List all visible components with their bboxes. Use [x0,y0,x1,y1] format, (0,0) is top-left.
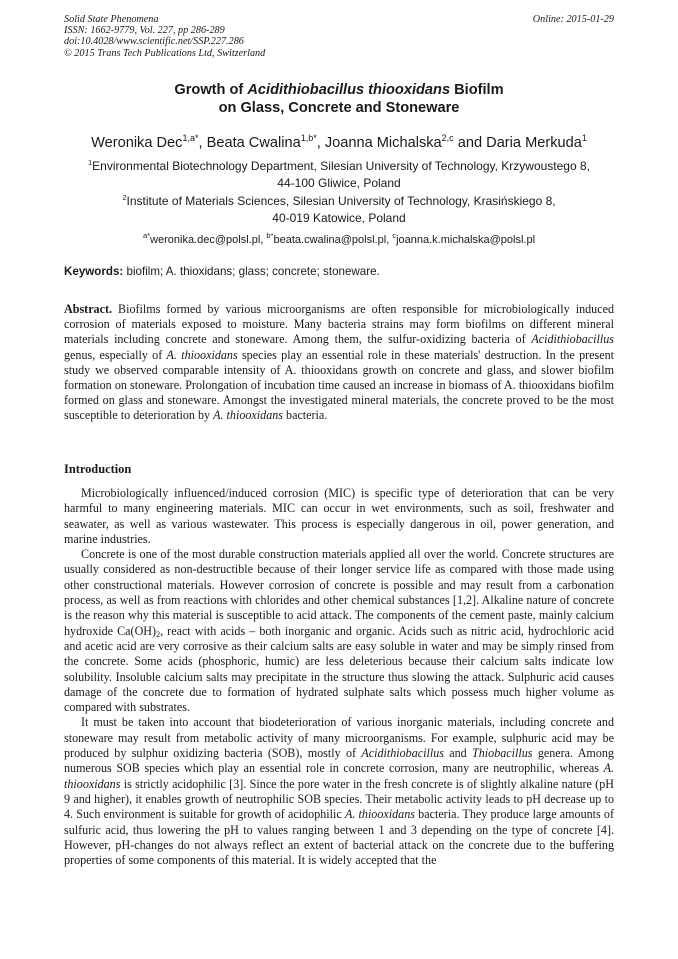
author-separator: , [316,135,325,151]
paper-title [64,81,614,117]
email-separator: , [260,234,267,246]
doi-line: doi:10.4028/www.scientific.net/SSP.227.286 [64,36,244,48]
abstract-text: Biofilms formed by various microorganisms are often responsible for microbiologically induced corrosion of materials exposed to moisture. Many bacteria strains may form biofilms on different mineral materials including concrete and stoneware. Among them, the sulfur-oxidizing bacteria of [64,302,614,347]
author-name: Weronika Dec [91,135,183,151]
paragraph-italic: A. thiooxidans [64,761,614,791]
paragraph-italic: A. thiooxidans [344,807,415,822]
affiliation-line: Institute of Materials Sciences, Silesian University of Technology, Krasińskiego 8, [126,194,556,208]
abstract-text: bacteria. [283,408,328,423]
affiliation-line: 44-100 Gliwice, Poland [277,175,401,190]
paragraph [64,547,614,715]
introduction-body [64,486,614,868]
affiliation-sup: 2 [122,193,127,202]
journal-name: Solid State Phenomena [64,14,159,25]
keywords-text: biofilm; A. thioxidans; glass; concrete; stoneware. [123,265,380,278]
abstract-italic: Acidithiobacillus [531,332,614,347]
abstract-italic: A. thiooxidans [166,347,238,362]
paragraph-text: Concrete is one of the most durable construction materials applied all over the world. Concrete structures are usually considered as non-destructible because of their longer service life as compared with those made using other constructional materials. However corrosion of concrete is possible and may result from a carbonation process, as well as from reactions with chlorides and other chemical substances [1,2]. Alkaline nature of concrete is the reason why this material is susceptible to acid attack. The components of the cement paste, mainly calcium hydroxide Ca(OH) [64,547,614,638]
author-affil-sup: 1,a* [182,133,199,143]
email-sup: a* [142,231,151,240]
author-separator: , [198,135,207,151]
email-separator: , [386,234,393,246]
paragraph-text: genera. Among numerous SOB species which play an essential role in concrete corrosion, many are neutrophilic, whereas [64,746,614,776]
email-link[interactable]: beata.cwalina@polsl.pl [273,234,387,246]
author-affil-sup: 2,c [441,133,454,143]
affiliation-line: Environmental Biotechnology Department, Silesian University of Technology, Krzywoustego 8, [92,159,590,173]
paragraph: Microbiologically influenced/induced corrosion (MIC) is specific type of deterioration that can be very harmful to many engineering materials. MIC can occur in wet environments, such as soil, freshwater and seawater, as well as various wastewater. This process is especially dangerous in oil, power generation, and marine industries. [64,486,614,546]
paragraph-text: and [443,746,473,761]
email-sup: b* [266,231,274,240]
paragraph-italic: Acidithiobacillus [361,746,444,761]
author-name: Beata Cwalina [206,135,301,151]
section-heading-introduction: Introduction [64,462,132,476]
email-sup: c [392,231,397,240]
paragraph-text: It must be taken into account that biodeterioration of various inorganic materials, including concrete and stoneware may result from metabolic activity of many microorganisms. For example, sulphuric acid may be produced by sulphur oxidizing bacteria (SOB), mostly of [64,715,614,761]
subscript: 2 [156,629,161,639]
title-pre: Growth of [174,82,248,98]
abstract [64,302,614,424]
copyright-line: © 2015 Trans Tech Publications Ltd, Switzerland [64,47,266,59]
abstract-label: Abstract. [64,302,113,316]
issn-line: ISSN: 1662-9779, Vol. 227, pp 286-289 [64,25,225,37]
keywords [64,264,614,279]
keywords-label: Keywords: [64,265,124,278]
email-link[interactable]: joanna.k.michalska@polsl.pl [396,234,536,246]
affiliation-line: 40-019 Katowice, Poland [272,210,406,225]
affiliation-2 [64,193,614,226]
paragraph-text: is strictly acidophilic [3]. Since the pore water in the fresh concrete is of slightly alkaline nature (pH 9 and higher), it enables growth of neutrophilic SOB species. Their metabolic activity leads to pH decrease up to 4. Such environment is suitable for growth of acidophilic [64,776,614,822]
abstract-italic: A. thiooxidans [213,408,283,423]
email-list [64,232,614,249]
author-affil-sup: 1,b* [300,133,317,143]
paragraph [64,715,614,868]
paragraph-text: , react with acids – both inorganic and organic. Acids such as nitric acid, hydrochloric acid and acetic acid are very corrosive as their calcium salts are easy soluble in water and may be simply rinsed from the concrete. Some acids (phosphoric, humic) are less deleterious because their calcium salts indicate low solubility. Insoluble calcium salts may precipitate in the structure thus slowing the attack. Sulphuric acid causes damage of the concrete due to formation of hydrated sulphate salts which possess much higher volume as compared with substrates. [64,623,614,715]
title-line2: on Glass, Concrete and Stoneware [218,100,460,116]
paragraph-text: bacteria. They produce large amounts of sulfuric acid, thus lowering the pH to values ranging between 1 and 3 depending on the type of concrete [4]. However, pH-changes do not always reflect an extent of bacterial attack on the concrete due to the buffering properties of some components of this material. It is widely accepted that the [64,807,614,868]
title-post: Biofilm [450,82,504,98]
online-date: Online: 2015-01-29 [532,14,614,25]
author-name: Daria Merkuda [486,135,582,151]
journal-header [64,14,614,59]
affiliation-1 [64,158,614,191]
email-link[interactable]: weronika.dec@polsl.pl [150,234,261,246]
abstract-text: genus, especially of [64,347,167,362]
affiliation-sup: 1 [88,158,93,167]
paragraph-italic: Thiobacillus [472,746,533,761]
author-name: Joanna Michalska [324,135,442,151]
author-list [40,134,638,152]
abstract-text: species play an essential role in these materials' destruction. In the present study we observed comparable intensity of A. thiooxidans growth on concrete and glass, and slower biofilm formation on stoneware. Prolongation of incubation time caused an increase in biomass of A. thiooxidans biofilm formed on glass and stoneware. Amongst the investigated mineral materials, the concrete proved to be the most susceptible to deterioration by [64,347,615,423]
author-affil-sup: 1 [581,133,587,143]
author-separator: and [453,135,487,151]
title-species: Acidithiobacillus thiooxidans [247,82,451,98]
